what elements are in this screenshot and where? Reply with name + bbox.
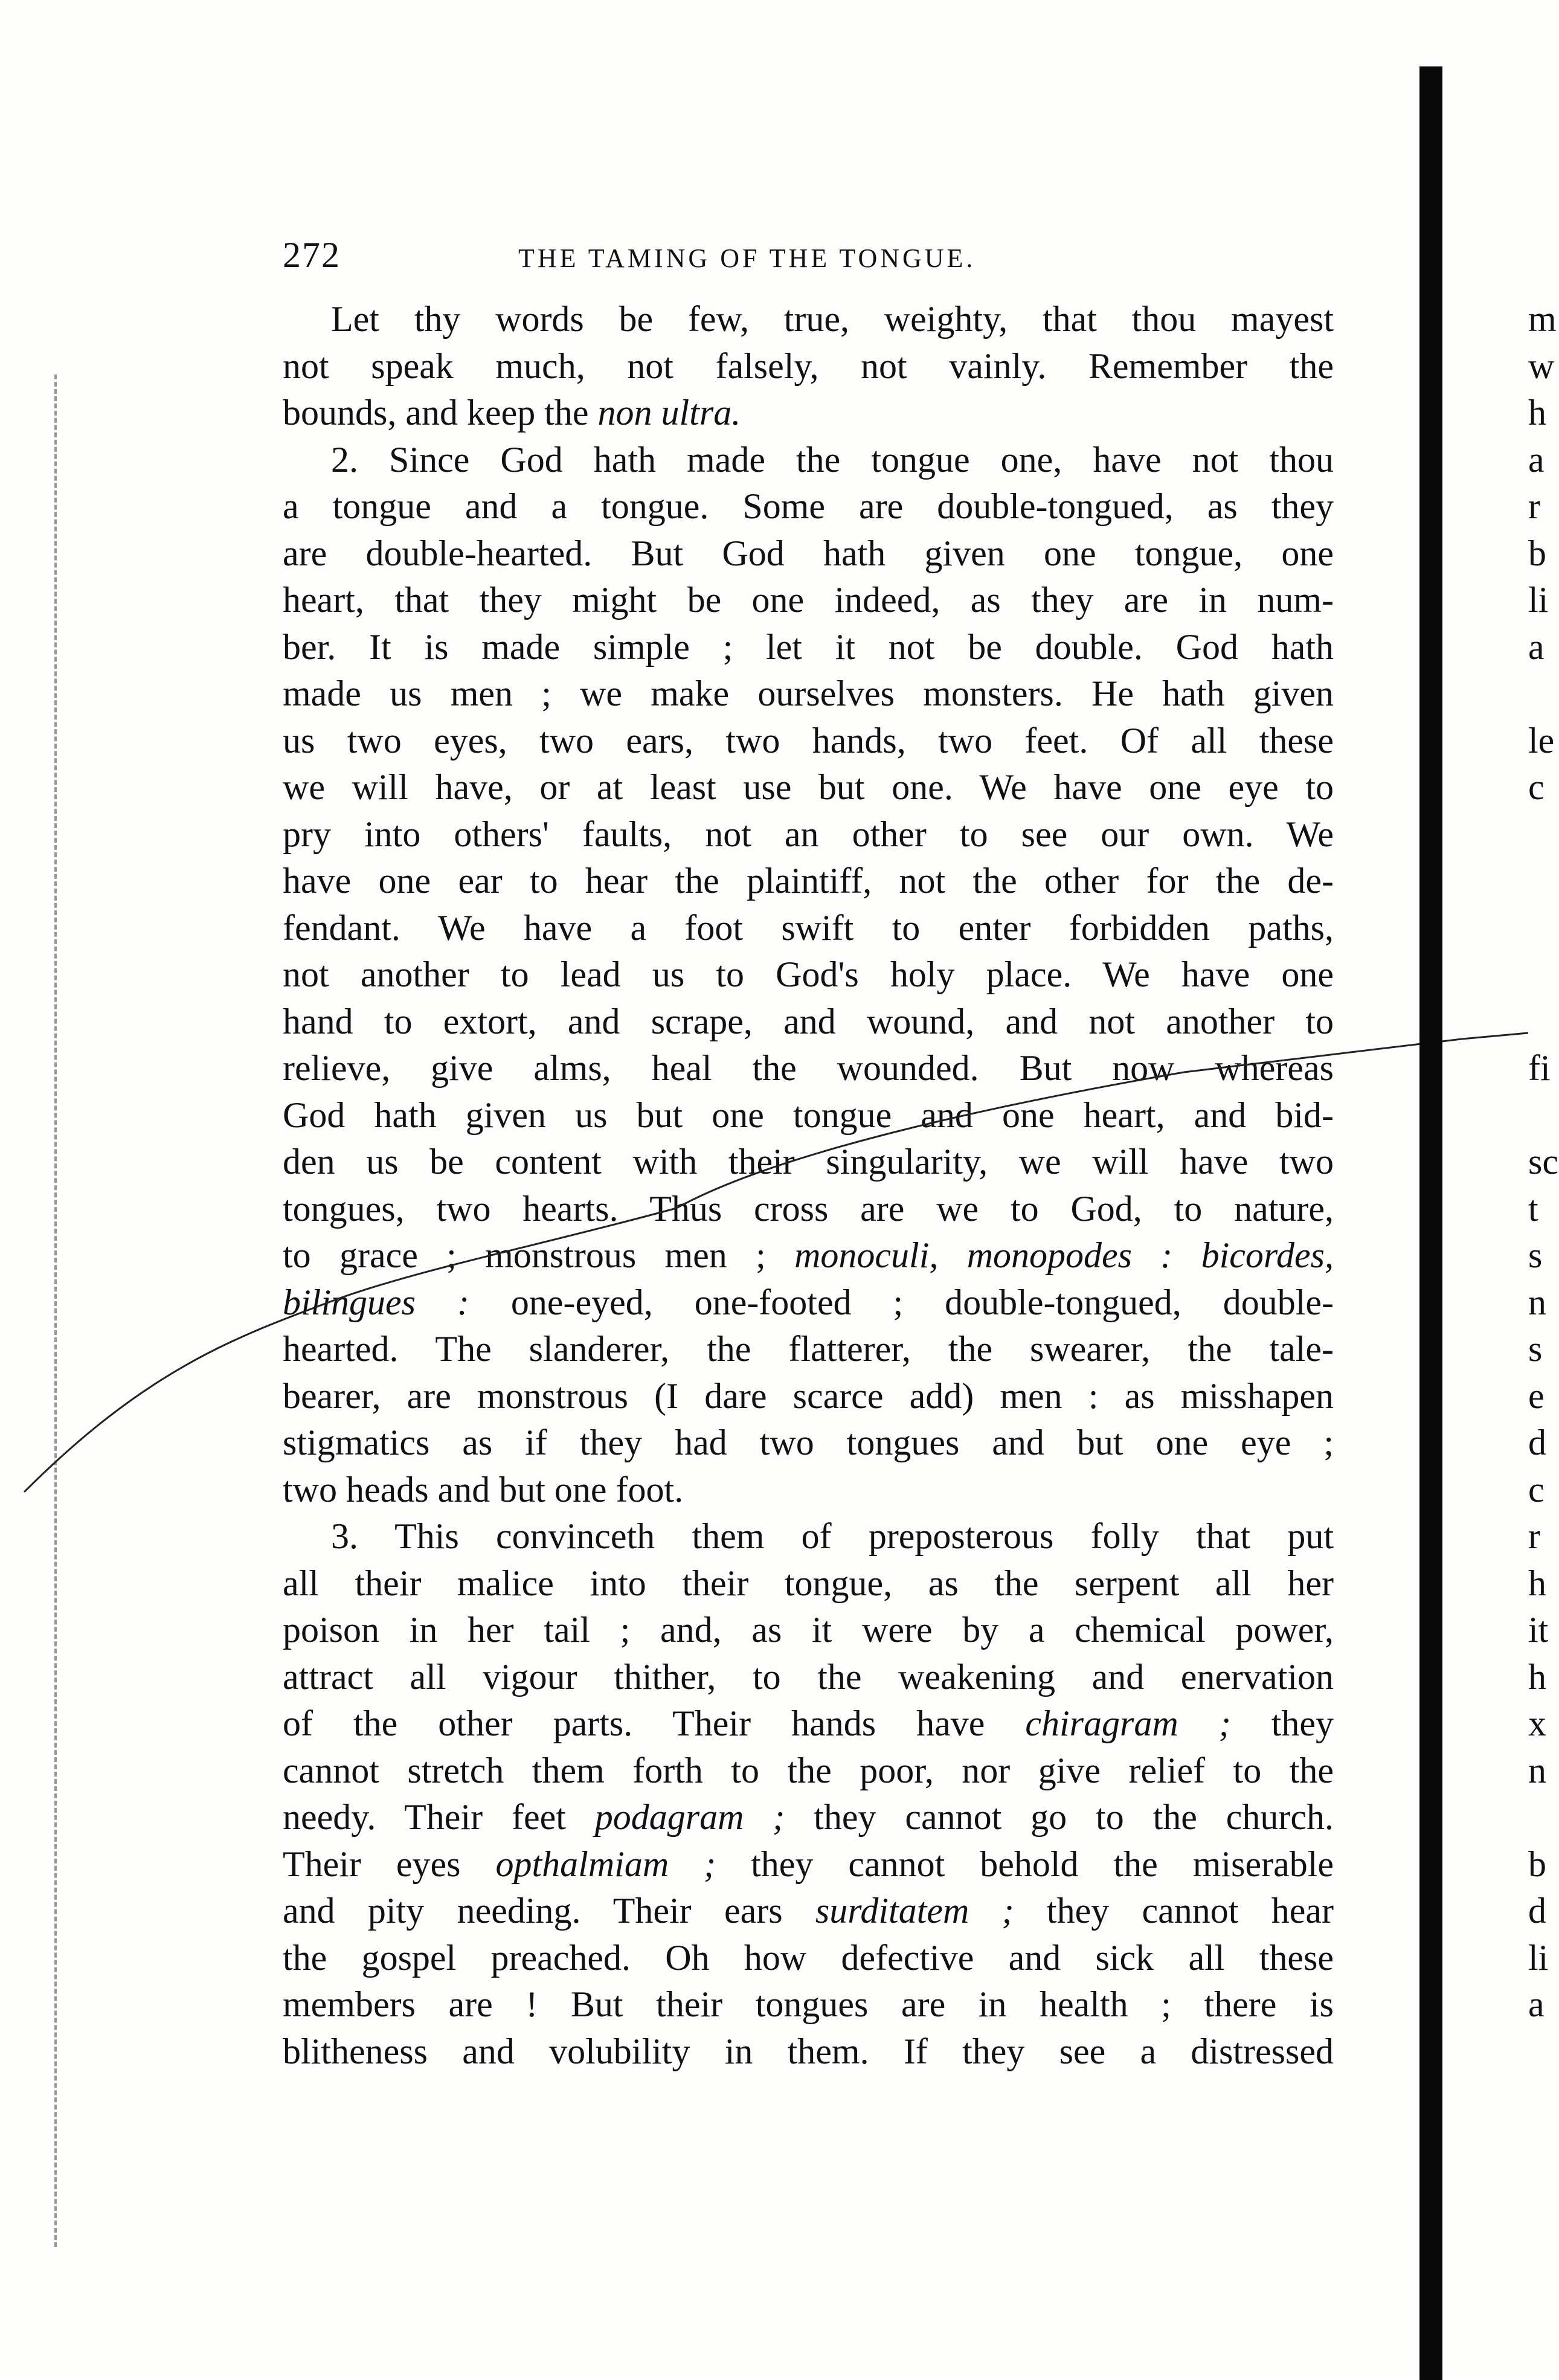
fragment-text: fi xyxy=(1528,1048,1551,1088)
text-line: us two eyes, two ears, two hands, two feet. Of all these xyxy=(283,720,1334,761)
fragment-text: d xyxy=(1528,1891,1546,1931)
text-line xyxy=(283,1841,1334,1888)
text-line: pry into others' faults, not an other to see our own. We xyxy=(283,814,1334,854)
page-number: 272 xyxy=(283,235,341,275)
fragment-text: x xyxy=(1528,1703,1546,1743)
text-line: ber. It is made simple ; let it not be double. God hath xyxy=(283,626,1334,667)
text-line: are double-hearted. But God hath given one tongue, one xyxy=(283,533,1334,573)
fragment-text xyxy=(1528,951,1559,999)
text-line: hand to extort, and scrape, and wound, and not another to xyxy=(283,1001,1334,1041)
fragment-text xyxy=(1528,671,1559,718)
italic-run: surditatem ; xyxy=(815,1891,1014,1931)
fragment-text: h xyxy=(1528,1656,1546,1697)
fragment-text: w xyxy=(1528,346,1555,386)
text-line: poison in her tail ; and, as it were by a chemical power, xyxy=(283,1610,1334,1650)
italic-run: monoculi, monopodes : bicordes, xyxy=(794,1235,1334,1275)
text-line: members are ! But their tongues are in health ; there is xyxy=(283,1984,1334,2024)
text-line: 2. Since God hath made the tongue one, have not thou xyxy=(331,439,1334,480)
text-line: attract all vigour thither, to the weakening and enervation xyxy=(283,1656,1334,1697)
fragment-text: t xyxy=(1528,1188,1538,1229)
text-line: not speak much, not falsely, not vainly. Remember the xyxy=(283,346,1334,386)
text-line: we will have, or at least use but one. We have one eye to xyxy=(283,767,1334,807)
text-run: they cannot go to the church. xyxy=(785,1797,1334,1837)
text-line: made us men ; we make ourselves monsters. He hath given xyxy=(283,674,1334,713)
text-run: of the other parts. Their hands have xyxy=(283,1703,1026,1743)
text-run: they cannot behold the miserable xyxy=(716,1844,1334,1884)
gutter-shadow xyxy=(1419,66,1442,2380)
text-line: stigmatics as if they had two tongues and but one eye ; xyxy=(283,1423,1334,1462)
text-line: Let thy words be few, true, weighty, that thou mayest xyxy=(331,299,1334,339)
text-run: to grace ; monstrous men ; xyxy=(283,1235,795,1275)
fragment-text xyxy=(1528,2028,1559,2076)
fragment-text: le xyxy=(1528,720,1555,761)
fragment-text: d xyxy=(1528,1423,1546,1462)
fragment-text: r xyxy=(1528,1516,1540,1556)
fragment-text: r xyxy=(1528,486,1540,526)
text-line: tongues, two hearts. Thus cross are we to God, to nature, xyxy=(283,1188,1334,1229)
text-run: and pity needing. Their ears xyxy=(283,1891,815,1931)
text-line: hearted. The slanderer, the flatterer, the swearer, the tale- xyxy=(283,1329,1334,1369)
fragment-text: it xyxy=(1528,1610,1549,1650)
text-run: they cannot hear xyxy=(1014,1891,1334,1931)
fragment-text xyxy=(1528,905,1559,952)
text-line: a tongue and a tongue. Some are double-tongued, as they xyxy=(283,486,1334,526)
italic-run: bilingues : xyxy=(283,1282,469,1322)
text-run: bounds, and keep the xyxy=(283,393,598,433)
text-line xyxy=(283,390,1334,437)
page-header xyxy=(283,234,1334,283)
text-line: two heads and but one foot. xyxy=(283,1469,684,1510)
running-title: THE TAMING OF THE TONGUE. xyxy=(518,243,976,273)
fragment-text xyxy=(1528,858,1559,905)
fragment-text: a xyxy=(1528,439,1545,480)
text-line: the gospel preached. Oh how defective and sick all these xyxy=(283,1937,1334,1978)
text-line: den us be content with their singularity, we will have two xyxy=(283,1142,1334,1182)
left-page-edge xyxy=(54,375,60,2247)
text-line: have one ear to hear the plaintiff, not the other for the de- xyxy=(283,861,1334,901)
fragment-text: s xyxy=(1528,1235,1543,1275)
fragment-text: a xyxy=(1528,1984,1545,2024)
fragment-text: li xyxy=(1528,580,1549,620)
fragment-text: b xyxy=(1528,1844,1546,1884)
text-line: blitheness and volubility in them. If they see a distressed xyxy=(283,2031,1334,2071)
text-run: Their eyes xyxy=(283,1844,496,1884)
fragment-text: s xyxy=(1528,1329,1543,1369)
fragment-text: sc xyxy=(1528,1142,1558,1182)
italic-run: chiragram ; xyxy=(1025,1703,1231,1743)
fragment-text: e xyxy=(1528,1375,1545,1416)
fragment-text: n xyxy=(1528,1750,1546,1790)
text-line xyxy=(283,1279,1334,1327)
fragment-text: li xyxy=(1528,1937,1549,1978)
text-line: relieve, give alms, heal the wounded. But now whereas xyxy=(283,1048,1334,1088)
text-line: bearer, are monstrous (I dare scarce add) men : as misshapen xyxy=(283,1375,1334,1416)
text-line: not another to lead us to God's holy place. We have one xyxy=(283,954,1334,994)
fragment-text: a xyxy=(1528,626,1545,667)
text-run: needy. Their feet xyxy=(283,1797,595,1837)
text-line xyxy=(283,1794,1334,1841)
text-line xyxy=(283,1232,1334,1279)
fragment-text xyxy=(1528,999,1559,1046)
fragment-text xyxy=(1528,1092,1559,1139)
text-line: heart, that they might be one indeed, as they are in num- xyxy=(283,580,1334,620)
fragment-text: n xyxy=(1528,1282,1546,1322)
text-line: all their malice into their tongue, as the serpent all her xyxy=(283,1563,1334,1603)
fragment-text xyxy=(1528,1794,1559,1841)
italic-run: non ultra. xyxy=(597,393,741,433)
text-run: one-eyed, one-footed ; double-tongued, double- xyxy=(469,1282,1334,1322)
text-line: 3. This convinceth them of preposterous folly that put xyxy=(331,1516,1334,1556)
text-line: cannot stretch them forth to the poor, nor give relief to the xyxy=(283,1750,1334,1790)
text-run: they xyxy=(1230,1703,1334,1743)
italic-run: opthalmiam ; xyxy=(495,1844,716,1884)
italic-run: podagram ; xyxy=(594,1797,785,1837)
fragment-text: h xyxy=(1528,393,1546,433)
text-line: fendant. We have a foot swift to enter forbidden paths, xyxy=(283,907,1334,948)
fragment-text: c xyxy=(1528,1469,1545,1510)
fragment-text: b xyxy=(1528,533,1546,573)
body-text xyxy=(283,296,1334,2075)
text-line: God hath given us but one tongue and one heart, and bid- xyxy=(283,1095,1334,1135)
facing-page-fragment xyxy=(1528,296,1559,2075)
fragment-text: c xyxy=(1528,767,1545,807)
fragment-text: h xyxy=(1528,1563,1546,1603)
text-line xyxy=(283,1700,1334,1748)
text-line xyxy=(283,1888,1334,1935)
fragment-text xyxy=(1528,811,1559,858)
fragment-text: m xyxy=(1528,299,1557,339)
